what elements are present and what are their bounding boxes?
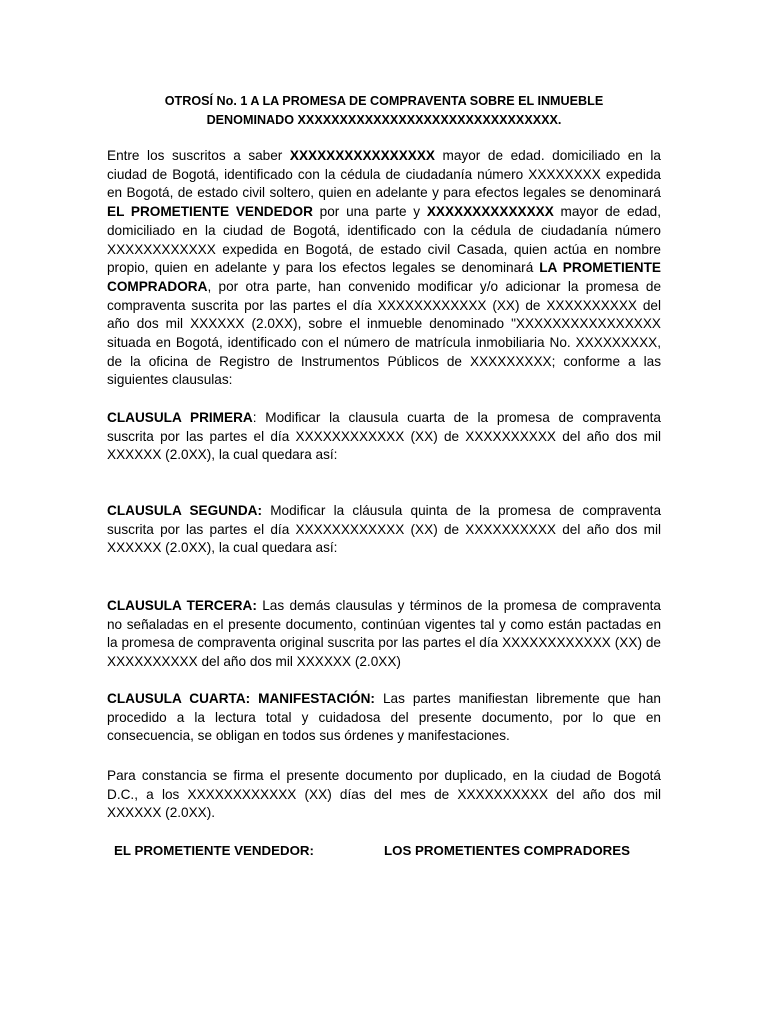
clause-segunda-text: Modificar la cláusula quinta de la promesa de compraventa suscrita por las partes el día XXXXXXXXXXXX (XX) de XXXXXXXXXX del año dos mil XXXXXX (2.0XX), la cual quedara así: <box>107 503 661 556</box>
clause-segunda-label: CLAUSULA SEGUNDA: <box>107 503 262 518</box>
intro-text-4: mayor de edad, domiciliado en la ciudad de Bogotá, identificado con la cédula de ciudadanía número XXXXXXXXXXXX expedida en Bogotá, de estado civil Casada, quien actúa en nombre propio, quien en adelante y para los efectos legales se denominará <box>107 204 661 276</box>
clause-cuarta <box>107 690 661 746</box>
intro-text-3: por una parte y <box>312 204 427 220</box>
clause-primera-text: : Modificar la clausula cuarta de la promesa de compraventa suscrita por las partes el día XXXXXXXXXXXX (XX) de XXXXXXXXXX del año dos mil XXXXXX (2.0XX), la cual quedara así: <box>107 410 661 463</box>
title-line-2: DENOMINADO XXXXXXXXXXXXXXXXXXXXXXXXXXXXXXX. <box>206 113 562 127</box>
clause-cuarta-text: Las partes manifiestan libremente que han procedido a la lectura total y cuidadosa del presente documento, por lo que en consecuencia, se obligan en todos sus órdenes y manifestaciones. <box>107 691 661 744</box>
intro-text-1: Entre los suscritos a saber <box>107 148 290 163</box>
title-line-1: OTROSÍ No. 1 A LA PROMESA DE COMPRAVENTA SOBRE EL INMUEBLE <box>164 94 604 108</box>
clause-primera-label: CLAUSULA PRIMERA <box>107 410 253 425</box>
closing-paragraph: Para constancia se firma el presente documento por duplicado, en la ciudad de Bogotá D.C., a los XXXXXXXXXXXX (XX) días del mes de XXXXXXXXXX del año dos mil XXXXXX (2.0XX). <box>107 768 661 821</box>
intro-paragraph <box>107 147 661 390</box>
clause-cuarta-label: CLAUSULA CUARTA: MANIFESTACIÓN: <box>107 691 375 706</box>
seller-designation: EL PROMETIENTE VENDEDOR <box>107 204 313 220</box>
intro-text-5: , por otra parte, han convenido modificar y/o adicionar la promesa de compraventa suscrita por las partes el día XXXXXXXXXXXX (XX) de XXXXXXXXXX del año dos mil XXXXXX (2.0XX), sobre el inmueble denominado "XXXXXXXXXXXXXXXX situada en Bogotá, identificado con el número de matrícula inmobiliaria No. XXXXXXXXX, de la oficina de Registro de Instrumentos Públicos de XXXXXXXXX; conforme a las siguientes clausulas: <box>107 278 661 388</box>
intro-text-2: mayor de edad. domiciliado en la ciudad de Bogotá, identificado con la cédula de ciudadanía número XXXXXXXX expedida en Bogotá, de estado civil soltero, quien en adelante y para efectos legales se denominará <box>107 148 661 201</box>
clause-primera <box>107 409 661 465</box>
document-title <box>100 92 668 130</box>
clause-tercera <box>107 597 661 672</box>
buyer-designation: LA PROMETIENTE COMPRADORA <box>107 260 661 294</box>
clause-tercera-text: Las demás clausulas y términos de la promesa de compraventa no señaladas en el presente documento, continúan vigentes tal y como están pactadas en la promesa de compraventa original suscrita por las partes el día XXXXXXXXXXXX (XX) de XXXXXXXXXX del año dos mil XXXXXX (2.0XX) <box>107 598 661 670</box>
seller-name: XXXXXXXXXXXXXXXX <box>289 148 435 163</box>
signature-buyers-label: LOS PROMETIENTES COMPRADORES <box>384 843 631 858</box>
clause-tercera-label: CLAUSULA TERCERA: <box>107 598 257 613</box>
clause-segunda <box>107 502 661 558</box>
signature-seller-label: EL PROMETIENTE VENDEDOR: <box>114 843 314 858</box>
buyer-name: XXXXXXXXXXXXXX <box>426 204 554 220</box>
